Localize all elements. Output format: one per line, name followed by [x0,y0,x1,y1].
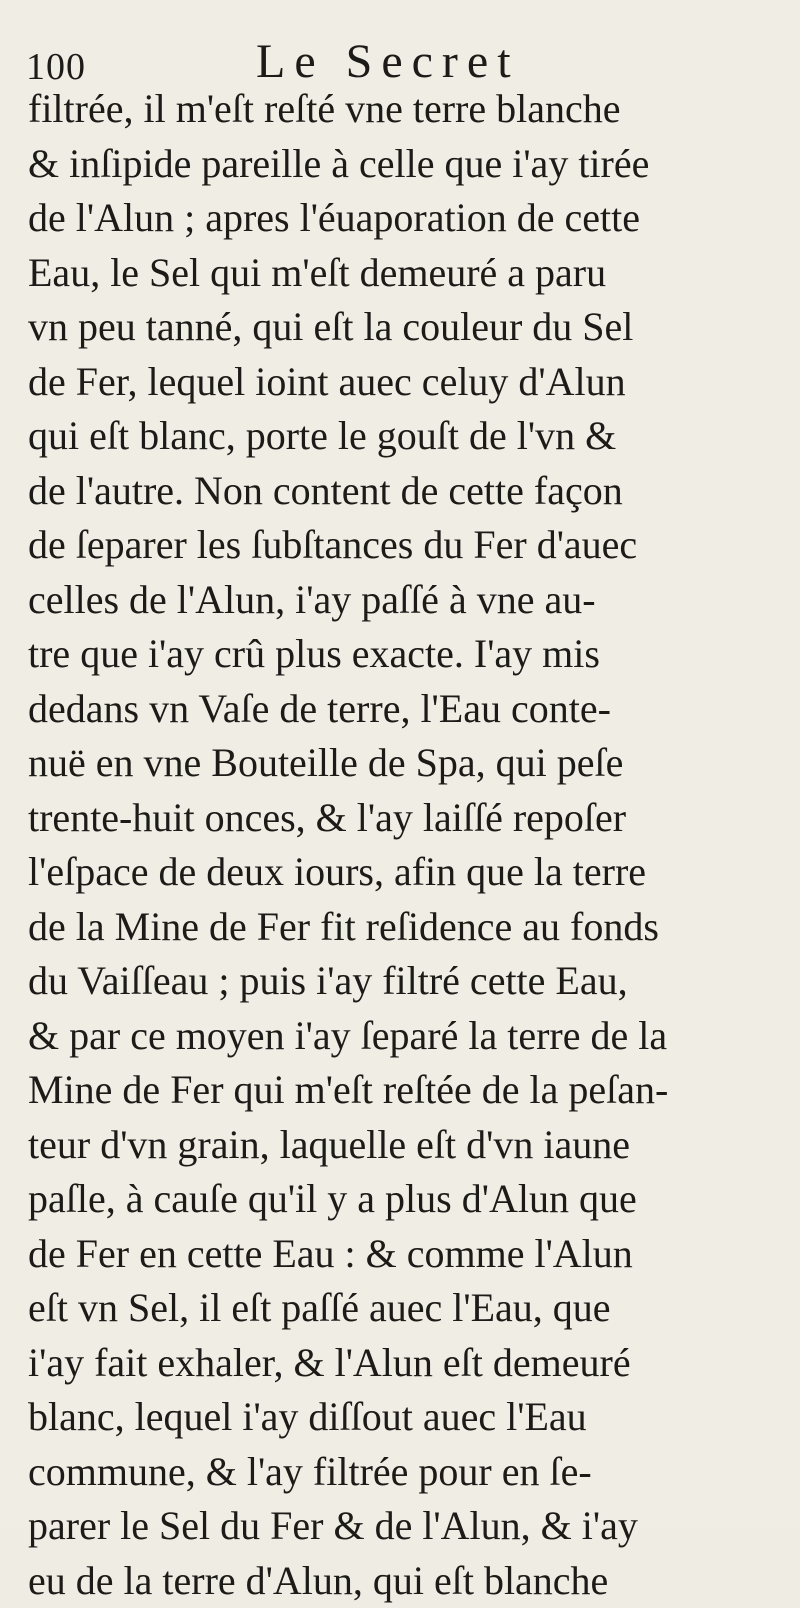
text-line: parer le Sel du Fer & de l'Alun, & i'ay [28,1499,796,1554]
text-line: de Fer en cette Eau : & comme l'Alun [28,1227,796,1282]
text-line: eu de la terre d'Alun, qui eſt blanche [28,1554,796,1608]
text-line: nuë en vne Bouteille de Spa, qui peſe [28,736,796,791]
text-line: de ſeparer les ſubſtances du Fer d'auec [28,518,796,573]
text-line: de Fer, lequel ioint auec celuy d'Alun [28,355,796,410]
text-line: tre que i'ay crû plus exacte. I'ay mis [28,627,796,682]
text-line: l'eſpace de deux iours, afin que la terre [28,845,796,900]
text-line: qui eſt blanc, porte le gouſt de l'vn & [28,409,796,464]
text-line: commune, & l'ay filtrée pour en ſe- [28,1445,796,1500]
text-line: de l'autre. Non content de cette façon [28,464,796,519]
text-line: & par ce moyen i'ay ſeparé la terre de la [28,1009,796,1064]
text-line: trente-huit onces, & l'ay laiſſé repoſer [28,791,796,846]
text-line: i'ay fait exhaler, & l'Alun eſt demeuré [28,1336,796,1391]
text-line: celles de l'Alun, i'ay paſſé à vne au- [28,573,796,628]
text-line: paſle, à cauſe qu'il y a plus d'Alun que [28,1172,796,1227]
text-line: blanc, lequel i'ay diſſout auec l'Eau [28,1390,796,1445]
page-number: 100 [26,48,86,86]
text-line: de l'Alun ; apres l'éuaporation de cette [28,191,796,246]
text-line: teur d'vn grain, laquelle eſt d'vn iaune [28,1118,796,1173]
text-line: du Vaiſſeau ; puis i'ay filtré cette Eau, [28,954,796,1009]
text-line: eſt vn Sel, il eſt paſſé auec l'Eau, que [28,1281,796,1336]
body-text [28,82,796,1608]
text-line: filtrée, il m'eſt reſté vne terre blanche [28,82,796,137]
text-line: vn peu tanné, qui eſt la couleur du Sel [28,300,796,355]
text-line: Eau, le Sel qui m'eſt demeuré a paru [28,246,796,301]
text-line: Mine de Fer qui m'eſt reſtée de la peſan- [28,1063,796,1118]
running-head: Le Secret [256,38,520,86]
text-line: dedans vn Vaſe de terre, l'Eau conte- [28,682,796,737]
text-line: & inſipide pareille à celle que i'ay tirée [28,137,796,192]
text-line: de la Mine de Fer fit reſidence au fonds [28,900,796,955]
